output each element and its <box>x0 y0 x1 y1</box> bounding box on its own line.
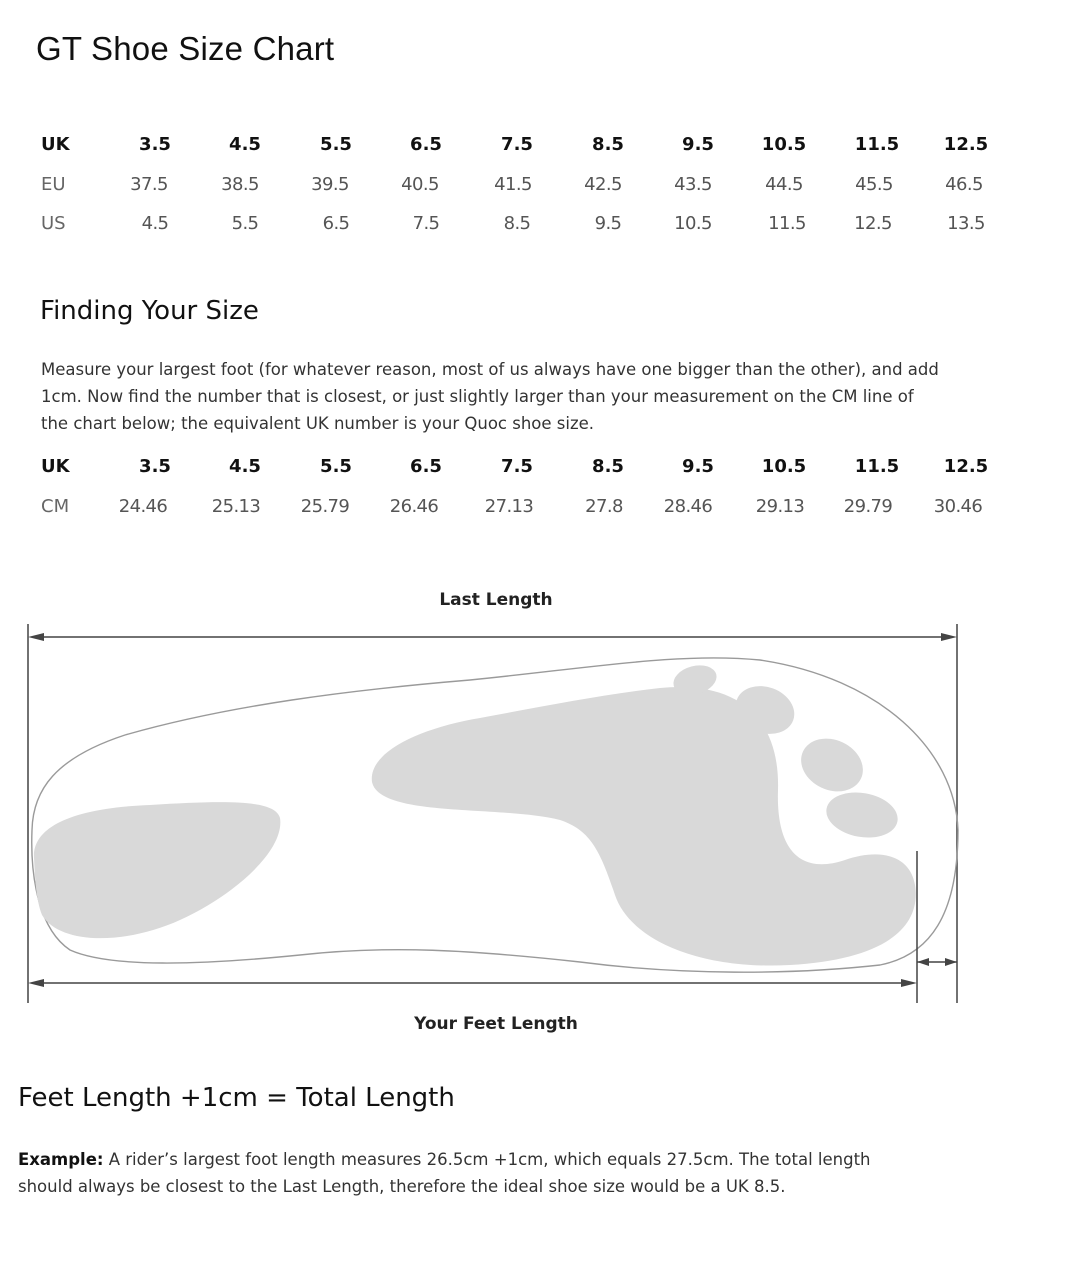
plus-1cm-dimension <box>917 958 957 966</box>
table-cell: 12.5 <box>943 134 989 155</box>
table-cell: 7.5 <box>412 213 440 234</box>
paragraph-line: 1cm. Now find the number that is closest, or just slightly larger than your measurement on the CM line of <box>41 387 914 406</box>
table-cell: 6.5 <box>410 456 442 477</box>
page-title: GT Shoe Size Chart <box>36 30 335 67</box>
table-cell: 9.5 <box>682 134 714 155</box>
table-cell: 10.5 <box>674 213 712 234</box>
table-cell: 29.79 <box>843 496 893 517</box>
table-cell: 8.5 <box>503 213 531 234</box>
table-cell: 8.5 <box>592 134 624 155</box>
table-cell: 8.5 <box>592 456 624 477</box>
table-cell: 6.5 <box>410 134 442 155</box>
table-cell: 11.5 <box>854 456 900 477</box>
table-cell: 4.5 <box>141 213 169 234</box>
table-cell: 40.5 <box>401 174 439 195</box>
example-line-2: should always be closest to the Last Length, therefore the ideal shoe size would be a UK 8.5. <box>18 1177 786 1196</box>
size-table-uk-row <box>0 130 1068 160</box>
table-cell: 11.5 <box>854 134 900 155</box>
table-cell: 38.5 <box>221 174 259 195</box>
table-cell: 9.5 <box>594 213 622 234</box>
table-cell: 7.5 <box>501 134 533 155</box>
uk-row-label: UK <box>41 134 70 155</box>
table-cell: 29.13 <box>755 496 805 517</box>
table-cell: 41.5 <box>494 174 532 195</box>
toe-print <box>823 787 902 843</box>
eu-row-label: EU <box>41 174 66 195</box>
formula-heading: Feet Length +1cm = Total Length <box>18 1083 455 1113</box>
table-cell: 30.46 <box>933 496 983 517</box>
example-paragraph <box>18 1146 871 1200</box>
table-cell: 42.5 <box>584 174 622 195</box>
paragraph-line: Measure your largest foot (for whatever reason, most of us always have one bigger than the other), and add <box>41 360 939 379</box>
table-cell: 10.5 <box>761 456 807 477</box>
footprint <box>34 661 916 966</box>
table-cell: 7.5 <box>501 456 533 477</box>
table-cell: 3.5 <box>139 134 171 155</box>
us-row-label: US <box>41 213 66 234</box>
cm-row-label: CM <box>41 496 70 517</box>
table-cell: 43.5 <box>674 174 712 195</box>
table-cell: 4.5 <box>229 456 261 477</box>
table-cell: 11.5 <box>768 213 806 234</box>
paragraph-line: the chart below; the equivalent UK number is your Quoc shoe size. <box>41 414 595 433</box>
forefoot-print <box>372 687 916 966</box>
table-cell: 3.5 <box>139 456 171 477</box>
size-table-us-row <box>0 209 1068 239</box>
last-length-label: Last Length <box>439 590 553 610</box>
table-cell: 37.5 <box>130 174 168 195</box>
table-cell: 10.5 <box>761 134 807 155</box>
table-cell: 12.5 <box>854 213 892 234</box>
table-cell: 24.46 <box>118 496 168 517</box>
example-line-1 <box>18 1146 871 1173</box>
feet-length-label: Your Feet Length <box>414 1014 578 1034</box>
finding-size-paragraph <box>41 356 1001 437</box>
table-cell: 6.5 <box>322 213 350 234</box>
table-cell: 5.5 <box>231 213 259 234</box>
table-cell: 27.8 <box>585 496 623 517</box>
cm-table-cm-row <box>0 492 1068 522</box>
table-cell: 39.5 <box>311 174 349 195</box>
table-cell: 9.5 <box>682 456 714 477</box>
table-cell: 12.5 <box>943 456 989 477</box>
table-cell: 28.46 <box>663 496 713 517</box>
table-cell: 5.5 <box>320 134 352 155</box>
table-cell: 46.5 <box>945 174 983 195</box>
cm-table-uk-row <box>0 452 1068 482</box>
finding-size-heading: Finding Your Size <box>40 296 259 326</box>
table-cell: 4.5 <box>229 134 261 155</box>
toe-print <box>792 729 871 801</box>
table-cell: 5.5 <box>320 456 352 477</box>
table-cell: 26.46 <box>389 496 439 517</box>
example-text: A rider’s largest foot length measures 26.5cm +1cm, which equals 27.5cm. The total length <box>103 1150 871 1169</box>
heel-print <box>34 802 280 938</box>
table-cell: 27.13 <box>484 496 534 517</box>
table-cell: 25.13 <box>211 496 261 517</box>
example-label: Example: <box>18 1150 104 1169</box>
uk-row-label: UK <box>41 456 70 477</box>
table-cell: 13.5 <box>947 213 985 234</box>
foot-diagram <box>0 600 1068 1020</box>
table-cell: 45.5 <box>855 174 893 195</box>
table-cell: 25.79 <box>300 496 350 517</box>
size-table-eu-row <box>0 170 1068 200</box>
table-cell: 44.5 <box>765 174 803 195</box>
